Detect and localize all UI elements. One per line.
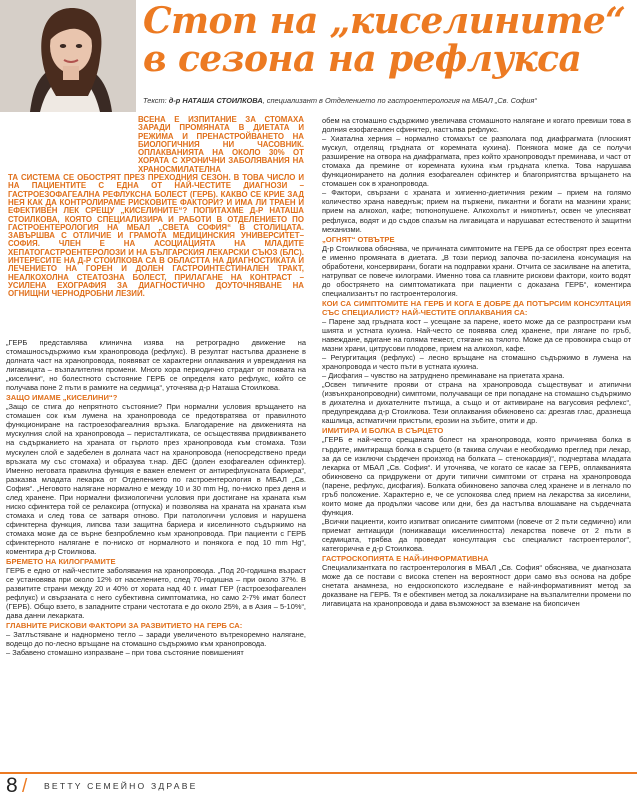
lead-paragraph [8, 116, 304, 332]
body-paragraph: „Защо се стига до непрятното състояние? При нормални условия връщането на стомашен сок към лумена на хранопровода се предотвратява от правилното функциониране на гастроезофагеалния връзка. Благодарение на движенията на мускулния слой на хранопровода – перисталтиката, се осъществява придвижването на съдържанието на храната от гърлото през хранопровода към стомаха. Този мускулен слой е задебелен в долната част на хранопровода (непосредствено преди връзката му със стомаха) и образува т.нар. ДЕС (долен езофагеален сфинктер). Именно неговата правилна функция е важен елемент от антирефлуксната бариера“, разказва младата лекарка от Отделението по гастроентерология в МБАЛ „Св. София“. „Неговото налягане нормално е между 10 и 30 mm Hg, по-ниско през деня и след хранене. При нормални физиологични условия при достигане на храната към ниско сфинктера той се релаксира (отпуска) и позволява на храната на храната към стомаха и след това се затваря отново. При патологични условия и нарушена сфинктерна функция, липсва тази защитна бариера и киселинното съдържимо на стомаха може да се върне безпроблемно към хранопровода. При пациенти с ГЕРБ сфинктерното налягане е по-ниско от нормалното и понякога е под 10 mm Hg“, коментира д-р Стоилкова. [6, 402, 306, 557]
author-photo [0, 0, 136, 112]
magazine-name: BETTY СЕМЕЙНО ЗДРАВЕ [44, 781, 198, 791]
body-paragraph: „ГЕРБ е най-често срещаната болест на хранопровода, която причинява болка в гърдите, имитираща болка в сърцето (в такива случаи е необходимо преглед при лекар, за да се изключи сърдечен произход на болката – стенокардия)“, подчертава младата лекарка от МБАЛ „Св. София“. И уточнява, че когато се касае за ГЕРБ, оплакванията обикновено са придружени от други типични симптоми от страна на хранопровода (парене, рефлукс, дисфагия). Болката обикновено започва след хранене и в легнало по гръб положение. Характерно е, че се успокоява след прием на лекарства за киселини, които може да продължи часове или дни, без да настъпва влошаване на сърдечната функция. [322, 435, 631, 517]
body-paragraph: – Дисфагия – чувство на затруднено преминаване на приетата храна. [322, 371, 565, 381]
body-paragraph: – Регургитация (рефлукс) – лесно връщане на стомашно съдържимо в лумена на хранопровода и често пъти в устната кухина. [322, 353, 631, 372]
footer-rule [0, 772, 637, 774]
author-prefix: Текст: [143, 96, 169, 105]
body-paragraph: – Забавено стомашно изпразване – при това състояние повишеният [6, 648, 244, 658]
article-title [143, 2, 633, 78]
author-byline [143, 96, 633, 105]
body-paragraph: – Хиатална херния – нормално стомахът се разполага под диафрагмата (плоският мускул, отделящ гръдната от коремната кухина). Понякога може да се получи разширение на отвора на диафрагмата, през който хранопроводът преминава, и част от стомаха да премине от коремната кухина към гръдната клетка. Това нарушава функционирането на долния езофагеален сфинктер и благоприятства връщането на стомашен сок в хранопровода. [322, 134, 631, 189]
body-paragraph: „Всички пациенти, които изпитват описаните симптоми (повече от 2 пъти седмично) или приемат антиациди (понижаващи киселинността) лекарства повече от 2 пъти в седмицата, трябва да проведат консултация със специалист гастроентеролог“, категорична е д-р Стоилкова. [322, 516, 631, 554]
body-paragraph: „Освен типичните прояви от страна на хранопровода съществуват и атипични (извънхранопроводни) симптоми, получаващи се при попадане на стомашно съдържимо в дихателна и дихателните пътища, а също и от активиране на вагусовия рефлекс“, предупреждава д-р Стоилкова. Тези оплаквания обикновено са: дрезгав глас, дразнеща кашлица, астматични пристъпи, ерозии на зъбите, отити и др. [322, 380, 631, 426]
body-paragraph: обем на стомашно съдържимо увеличава стомашното налягане и когато превиши това в долния езофагеален сфинктер, настъпва рефлукс. [322, 116, 631, 135]
page-number: 8 [6, 774, 18, 797]
section-heading: ГАСТРОСКОПИЯТА Е НАЙ-ИНФОРМАТИВНА [322, 554, 489, 564]
author-suffix: , специализант в Отделението по гастроентерология на МБАЛ „Св. София“ [262, 96, 537, 105]
title-line-1: Стоп на „киселините“ [143, 0, 626, 42]
body-paragraph: Д-р Стоилкова обяснява, че причината симптомите на ГЕРБ да се обострят през есента е именно промяната в диетата. „В този период започва по-засилена консумация на обработени, консервирани, богати на подправки храни. Отчита се засилване на апетита, натрупват се повече килограми. Именно това са главните рискови фактори, които водят до обострянето на симптоматиката при пациенти с доказана ГЕРБ“, коментира специализантът по гастроентерология. [322, 243, 631, 298]
body-paragraph: – Фактори, свързани с храната и хигиенно-диетичния режим – прием на голямо количество храна наведнъж; прием на пържени, пикантни и богати на мазнини храни; прием на алкохол, кафе; тютюнопушене. Алкохолът и никотинът, освен че улесняват рефлукса, водят и до съдов спазъм на лигавицата и нарушават естественото ѝ защитни механизми. [322, 188, 631, 234]
section-heading: БРЕМЕТО НА КИЛОГРАМИТЕ [6, 557, 116, 567]
body-paragraph: ГЕРБ е едно от най-честите заболявания на хранопровода. „Под 20-годишна възраст се установява при около 12% от населението, след 70-годишна – при около 37%. В развитите страни между 20 и 40% от хората над 40 г. имат ГЕР (гастроезофагеален рефлукс) и свързаната с него субективна симптоматика, но само 2-7% имат болест (ГЕРБ). Общо взето, в западните страни честотата е до около 25%, а в Азия – 5-10%“, дава данни лекарката. [6, 566, 306, 621]
page-footer [0, 772, 637, 800]
section-heading: ЗАЩО ИМАМЕ „КИСЕЛИНИ“? [6, 393, 118, 403]
lead-full-text: ТА СИСТЕМА СЕ ОБОСТРЯТ ПРЕЗ ПРЕХОДНИЯ СЕЗОН. В ТОВА ЧИСЛО И НА ПАЦИЕНТИТЕ С ЕДНА ОТ НАЙ-ЧЕСТИТЕ ДИАГНОЗИ – ГАСТРОЕЗОФАГЕАЛНА РЕФЛУКСНА БОЛЕСТ (ГЕРБ). КАКВО СЕ КРИЕ ЗАД НЕЯ КАК ДА КОНТРОЛИРАМЕ РИСКОВИТЕ ФАКТОРИ? И ИМА ЛИ ТРАЕН И ЕФЕКТИВЕН ЛЕК СРЕЩУ „КИСЕЛИНИТЕ“? ПОПИТАХМЕ Д-Р НАТАША СТОИЛКОВА, КОЯТО СПЕЦИАЛИЗИРА И РАБОТИ В ОТДЕЛЕНИЕТО ПО ГАСТРОЕНТЕРОЛОГИЯ НА МБАЛ „СВЕТА СОФИЯ“ В СТОЛИЦАТА. ЗАВЪРШВА С ОТЛИЧИЕ И ГРАМОТА МЕДИЦИНСКИЯ УНИВЕРСИТЕТ–СОФИЯ. ЧЛЕН Е НА АСОЦИАЦИЯТА НА МЛАДИТЕ ХЕПАТОГАСТРОЕНТЕРОЛОЗИ И НА БЪЛГАРСКИЯ ЛЕКАРСКИ СЪЮЗ (БЛС). ИНТЕРЕСИТЕ НА Д-Р СТОИЛКОВА СА В ОБЛАСТТА НА ДИАГНОСТИКАТА И ЛЕЧЕНИЕТО НА ГОРЕН И ДОЛЕН ГАСТРОИНТЕСТИНАЛЕН ТРАКТ, НЕАЛКОХОЛНА СТЕАТОЗНА БОЛЕСТ, ПРИЛАГАНЕ НА КОНТРАСТ – УСИЛЕНА ЕХОГРАФИЯ ЗА ДИАГНОСТИЧНО ДОУТОЧНЯВАНЕ НА ОГНИЩНИ ЧЕРНОДРОБНИ ЛЕЗИИ. [8, 173, 304, 299]
body-paragraph: Специализантката по гастроентерология в МБАЛ „Св. София“ обяснява, че диагнозата може да се постави с висока степен на вероятност дори само въз основа на добре снетата анамнеза, но ендоскопското изследване е най-информативният метод за доказване на ГЕРБ. Тя е обективен метод за локализиране на възпалителни промени по лигавицата на хранопровода и дава възможност за вземане на биопсичен [322, 563, 631, 609]
body-paragraph: „ГЕРБ представлява клинична изява на ретроградно движение на стомашносъдържимо към хранопровода (рефлукс). В резултат настъпва дразнене в долната част на хранопровода, появяват се характерни оплаквания и увреждания на лигавицата – възпалителни промени. Много хора периодично страдат от появата на „киселини“, но болестното състояние ГЕРБ се определя като рефлукс, който се получава поне 2 пъти в рамките на седмица“, уточнява д-р Наташа Стоилкова. [6, 338, 306, 393]
left-column [6, 338, 306, 766]
section-heading: ГЛАВНИТЕ РИСКОВИ ФАКТОРИ ЗА РАЗВИТИЕТО НА ГЕРБ СА: [6, 621, 243, 631]
lead-indented-text: ВСЕНА Е ИЗПИТАНИЕ ЗА СТОМАХА ЗАРАДИ ПРОМЯНАТА В ДИЕТАТА И РЕЖИМА И ПРЕНАСТРОЙВАНЕТО НА БИОЛОГИЧНИЯ НИ ЧАСОВНИК. ОПЛАКВАНИЯТА НА ОКОЛО 30% ОТ ХОРАТА С ХРОНИЧНИ ЗАБОЛЯВАНИЯ НА ХРАНОСМИЛАТЕЛНА [138, 116, 304, 174]
author-name: д-р НАТАША СТОИЛКОВА [168, 96, 263, 105]
footer-separator: / [22, 776, 28, 797]
section-heading: ИМИТИРА И БОЛКА В СЪРЦЕТО [322, 426, 444, 436]
body-paragraph: – Парене зад гръдната кост – усещане за парене, което може да се разпространи към шията и устната кухина. Най-често се появява след хранене, при лягане по гръб, навеждане, вдигане на голяма тежест, стягане на тялото. Може да се провокира също от мазни храни, цитрусови плодове, прием на алкохол, кафе. [322, 316, 631, 354]
body-paragraph: – Затлъстяване и наднормено тегло – заради увеличеното вътрекоремно налягане, водещо до по-лесно връщане на стомашно съдържимо към хранопровода. [6, 630, 306, 649]
right-column [322, 116, 631, 766]
title-line-2: в сезона на рефлукса [143, 38, 582, 80]
section-heading: КОИ СА СИМПТОМИТЕ НА ГЕРБ И КОГА Е ДОБРЕ ДА ПОТЪРСИМ КОНСУЛТАЦИЯ СЪС СПЕЦИАЛИСТ? НАЙ-ЧЕСТИТЕ ОПЛАКВАНИЯ СА: [322, 298, 631, 317]
section-heading: „ОГНЯТ“ ОТВЪТРЕ [322, 234, 395, 244]
